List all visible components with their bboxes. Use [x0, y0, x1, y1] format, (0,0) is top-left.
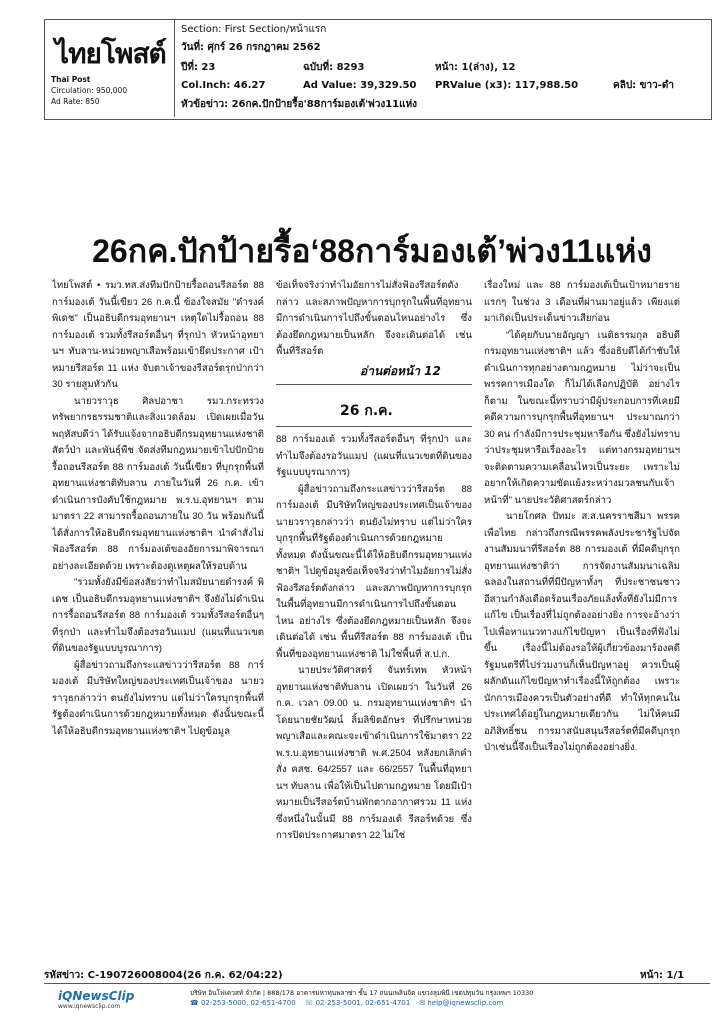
section-label: Section: First Section/หน้าแรก [181, 24, 327, 35]
year-label: ปีที่: 23 [181, 62, 216, 73]
logo-sub-line: Thai Post [51, 75, 91, 84]
ad-value-label: Ad Value: 39,329.50 [303, 80, 417, 91]
newspaper-logo: ไทยโพสต์ [55, 37, 166, 70]
iqnewsclip-logo: iQNewsClip [58, 989, 135, 1003]
paragraph: ผู้สื่อข่าวถามถึงกระแสข่าวว่ารีสอร์ต 88 การ์มองเต้ มีบริษัทใหญ่ของประเทศเป็นเจ้าของ นายวราวุธกล่าวว่า ตนยังไม่ทราบ แต่ไม่ว่าใครบุกรุกพื้นที่รัฐต้องดำเนินการด้วยกฎหมายทั้งหมด ดังนั้นขณะนี้ได้ให้อธิบดีกรมอุทยานแห่งชาติฯ ไปดูข้อมูล [52, 659, 264, 737]
phone-icon: ☎ [190, 999, 199, 1007]
footer-page: หน้า: 1/1 [640, 970, 685, 981]
continued-label: อ่านต่อหน้า 12 [360, 364, 441, 378]
article-title: 26กค.ปักป้ายรื้อ‘88การ์มองเต้’พ่วง11แห่ง [92, 233, 652, 269]
paragraph: ข้อเท็จจริงว่าทำไมอัยการไม่สั่งฟ้องรีสอร์ตดังกล่าว และสภาพปัญหาการบุกรุกในพื้นที่อุทยานมีการดำเนินการไปถึงขั้นตอนไหนอย่างไร ซึ่งต้องยึดกฎหมายเป็นหลัก จึงจะเดินต่อได้ เช่น พื้นที่รีสอร์ต [276, 280, 472, 357]
page-label: หน้า: 1(ล่าง), 12 [435, 62, 516, 73]
paragraph: "ได้คุยกับนายอัญญา เนติธรรมกุล อธิบดีกรมอุทยานแห่งชาติฯ แล้ว ซึ่งอธิบดีได้กำชับให้ดำเนินการทุกอย่างตามกฎหมาย ไม่ว่าจะเป็นพรรคการเมืองใด ก็ไม่ได้เลือกปฏิบัติ อย่างไรก็ตาม ในขณะนี้ทราบว่ามีผู้ประกอบการที่เคยมีคดีความการบุกรุกพื้นที่อุทยานฯ ประมาณกว่า 30 คน กำลังมีการประชุมหารือกัน ซึ่งยังไม่ทราบว่าประชุมหารือเรื่องอะไร แต่ทางกรมอุทยานฯ จะติดตามความเคลื่อนไหวเป็นระยะ เพราะไม่อยากให้เกิดความขัดแย้งระหว่างมวลชนกับเจ้าหน้าที่" นายประวัติศาสตร์กล่าว [484, 329, 680, 506]
email-address: help@iqnewsclip.com [427, 999, 504, 1007]
article-column-2-bottom [276, 432, 472, 845]
company-address: บริษัท อินโฟเควสท์ จำกัด | 888/178 อาคารมหาทุนพลาซ่า ชั้น 17 ถนนเพลินจิต แขวงลุมพินี เขตปทุมวัน กรุงเทพฯ 10330 [190, 989, 534, 997]
pr-value-label: PRValue (x3): 117,988.50 [435, 80, 579, 91]
paragraph: นายวราวุธ ศิลปอาชา รมว.กระทรวงทรัพยากรธรรมชาติและสิ่งแวดล้อม เปิดเผยเมื่อวันพฤหัสบดีว่า ได้รับแจ้งจากอธิบดีกรมอุทยานแห่งชาติ สัตว์ป่า และพันธุ์พืช จัดส่งทีมกฎหมายเข้าไปปักป้ายรื้อถอนรีสอร์ต 88 การ์มองเต้ วันนี้เขียว ที่บุกรุกพื้นที่อุทยานแห่งชาติทับลาน ภายในวันที่ 26 ก.ค. เข้าดำเนินการบังคับใช้กฎหมาย พ.ร.บ.อุทยานฯ ตามมาตรา 22 สามารถรื้อถอนภายใน 30 วัน พร้อมกันนี้ได้สั่งการให้อธิบดีกรมอุทยานแห่งชาติฯ นำคำสั่งไม่ฟ้องรีสอร์ต 88 การ์มองเต้ของอัยการมาพิจารณาอย่างละเอียดด้วย เพราะต้องดูเหตุผลให้รอบด้าน [52, 395, 264, 572]
paragraph: 88 การ์มองเต้ รวมทั้งรีสอร์ตอื่นๆ ที่รุกป่า และทำไมจึงต้องรอวันแมป (แผนที่แนวเขตที่ดินของรัฐแบบบูรณาการ) [276, 434, 472, 478]
issue-label: ฉบับที่: 8293 [303, 62, 365, 73]
email-icon: ✉ [419, 999, 426, 1007]
headline-label: หัวข้อข่าว: 26กค.ปักป้ายรื้อ'88การ์มองเต้'พ่วง11แห่ง [181, 99, 418, 110]
brand-url: www.iqnewsclip.com [58, 1003, 121, 1010]
page-date-heading: 26 ก.ค. [340, 403, 393, 419]
divider [276, 426, 472, 427]
logo-sub-line: Circulation: 950,000 [51, 86, 128, 95]
paragraph: นายโกศล ปัทมะ ส.ส.นครราชสีมา พรรคเพื่อไทย กล่าวถึงกรณีพรรคพลังประชารัฐไปจัดงานสัมมนาที่รีสอร์ต 88 การมองเต้ ที่มีคดีบุกรุกอุทยานแห่งชาติว่า การจัดงานสัมมนาเฉลิมฉลองในสถานที่ที่มีปัญหาทั้งๆ ที่ประชาชนชาวอีสานกำลังเดือดร้อนเรื่องภัยแล้งทั้งที่ยังไม่มีการแก้ไข เป็นเรื่องที่ไม่ถูกต้องอย่างยิ่ง การจะอ้างว่าไปเพื่อหาแนวทางแก้ไขปัญหา เป็นเรื่องที่ฟังไม่ขึ้น เรื่องนี้ไม่ต้องรอให้ผู้เกี่ยวข้องมาร้องคดี รัฐมนตรีที่ไปร่วมงานก็เห็นปัญหาอยู่ ควรเป็นผู้ผลักดันแก้ไขปัญหาทำเรื่องนี้ให้ถูกต้อง เพราะนักการเมืองควรเป็นตัวอย่างที่ดี ทำให้ทุกคนในประเทศได้อยู่ในกฎหมายเดียวกัน ไม่ให้คนมีอภิสิทธิ์ชน การมาสนับสนุนรีสอร์ตที่มีคดีบุกรุกป่าเช่นนี้จึงเป็นเรื่องไม่ถูกต้องอย่างยิ่ง. [484, 511, 680, 753]
news-code: รหัสข่าว: C-190726008004(26 ก.ค. 62/04:22) [44, 970, 283, 981]
phone-number: 02-253-5000, 02-651-4700 [200, 999, 296, 1007]
clip-header [44, 19, 712, 120]
col-inch-label: Col.Inch: 46.27 [181, 80, 266, 91]
paragraph: "รวมทั้งยังมีข้อสงสัยว่าทำไมสมัยนายดำรงค์ พิเดช เป็นอธิบดีกรมอุทยานแห่งชาติฯ จึงยังไม่ดำเนินการรื้อถอนรีสอร์ต 88 การ์มองเต้ รวมทั้งรีสอร์ตอื่นๆ ที่รุกป่า และทำไมจึงต้องรอวันแมป (แผนที่แนวเขตที่ดินของรัฐแบบบูรณาการ) [52, 577, 264, 654]
logo-subtext [51, 74, 127, 107]
article-column-1 [52, 278, 264, 740]
date-label: วันที่: ศุกร์ 26 กรกฎาคม 2562 [181, 42, 321, 53]
footer-divider [44, 983, 710, 984]
fax-icon: ☏ [304, 999, 314, 1007]
logo-sub-line: Ad Rate: 850 [51, 97, 100, 106]
article-column-3 [484, 278, 680, 757]
logo-box [45, 20, 175, 117]
article-column-2-top [276, 278, 472, 361]
fax-number: 02-253-5001, 02-651-4701 [315, 999, 411, 1007]
paragraph: นายประวัติศาสตร์ จันทร์เทพ หัวหน้าอุทยานแห่งชาติทับลาน เปิดเผยว่า ในวันที่ 26 ก.ค. เวลา 09.00 น. กรมอุทยานแห่งชาติฯ นำโดยนายชัยวัฒน์ ลิ้มลิขิตอักษร ที่ปรึกษาหน่วยพญาเสือและคณะจะเข้าดำเนินการใช้มาตรา 22 พ.ร.บ.อุทยานแห่งชาติ พ.ศ.2504 หลังยกเลิกคำสั่ง คสช. 64/2557 และ 66/2557 ในพื้นที่อุทยานฯ ทับลาน เพื่อให้เป็นไปตามกฎหมาย โดยมีเป้าหมายเป็นรีสอร์ตบ้านพักตากอากาศรวม 11 แห่ง ซึ่งหนึ่งในนั้นมี 88 การ์มองเต้ รีสอร์ทด้วย ซึ่งการปิดประกาศมาตรา 22 ไม่ใช่ [276, 665, 472, 841]
paragraph: ผู้สื่อข่าวถามถึงกระแสข่าวว่ารีสอร์ต 88 การ์มองเต้ มีบริษัทใหญ่ของประเทศเป็นเจ้าของ นายวราวุธกล่าวว่า ตนยังไม่ทราบ แต่ไม่ว่าใครบุกรุกพื้นที่รัฐต้องดำเนินการด้วยกฎหมายทั้งหมด ดังนั้นขณะนี้ได้ให้อธิบดีกรมอุทยานแห่งชาติฯ ไปดูข้อมูลข้อเท็จจริงว่าทำไมอัยการไม่สั่งฟ้องรีสอร์ตดังกล่าว และสภาพปัญหาการบุกรุกในพื้นที่อุทยานมีการดำเนินการไปถึงขั้นตอนไหน อย่างไร ซึ่งต้องยึดกฎหมายเป็นหลัก จึงจะเดินต่อได้ เช่น พื้นที่รีสอร์ต 88 การ์มองเต้ เป็นพื้นที่ของอุทยานแห่งชาติ ไม่ใช่พื้นที่ ส.ป.ก. [276, 483, 472, 660]
contact-row [190, 999, 503, 1007]
divider [276, 384, 472, 385]
paragraph: เรื่องใหม่ และ 88 การ์มองเต้เป็นเป้าหมายรายแรกๆ ในช่วง 3 เดือนที่ผ่านมาอยู่แล้ว เพียงแต่มาเกิดเป็นประเด็นข่าวเสียก่อน [484, 280, 680, 324]
paragraph: ไทยโพสต์ • รมว.ทส.ส่งทีมปักป้ายรื้อถอนรีสอร์ต 88 การ์มองเต้ วันนี้เขียว 26 ก.ค.นี้ ข้องใจสมัย "ดำรงค์ พิเดช" เป็นอธิบดีกรมอุทยานฯ เหตุใดไม่รื้อถอน 88 การ์มองเต้ รวมทั้งรีสอร์ตอื่นๆ ที่รุกป่า หัวหน้าอุทยานฯ ทับลาน-หน่วยพญาเสือพร้อมเข้ายึดประกาศ เป้าหมายรีสอร์ต 11 แห่ง จับตาเจ้าของรีสอร์ตรุกป่ากว่า 30 รายสูมหัวกัน [52, 280, 264, 390]
clip-label: คลิป: ขาว-ดำ [613, 80, 674, 91]
